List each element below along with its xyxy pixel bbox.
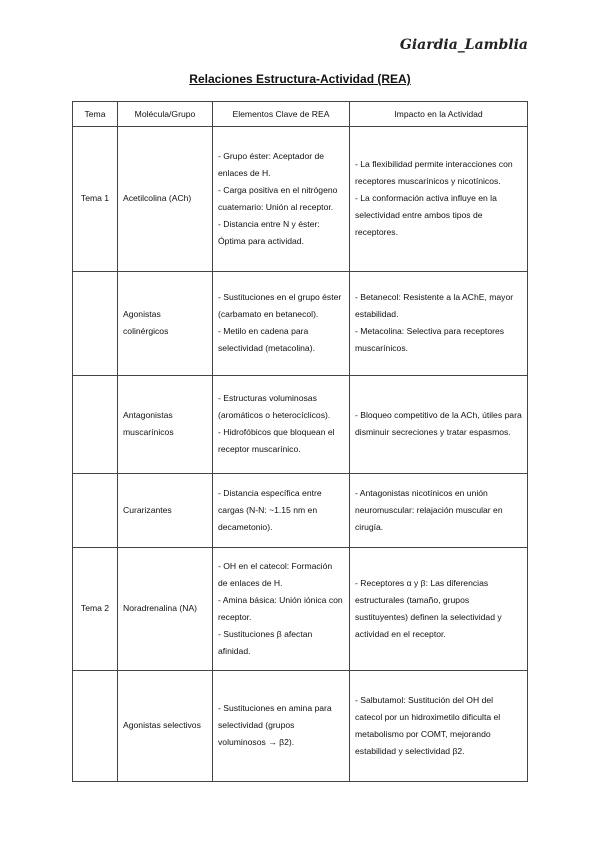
cell-molecula: Agonistas colinérgicos (118, 272, 213, 376)
elemento-item: - Distancia específica entre cargas (N-N: ~1.15 nm en decametonio). (218, 487, 322, 532)
elemento-item: - Estructuras voluminosas (aromáticos o heterocíclicos). (218, 393, 331, 420)
table-row (73, 272, 528, 376)
elemento-item: - Amina básica: Unión iónica con receptor. (218, 594, 343, 622)
column-header-molecula: Molécula/Grupo (118, 102, 213, 127)
impacto-item: - Antagonistas nicotínicos en unión neuromuscular: relajación muscular en cirugía. (355, 487, 503, 532)
elemento-item: - Sustituciones en el grupo éster (carbamato en betanecol). (218, 292, 342, 319)
impacto-item: - Bloqueo competitivo de la ACh, útiles para disminuir secreciones y tratar espasmos. (355, 410, 522, 437)
elemento-item: - Grupo éster: Aceptador de enlaces de H. (218, 150, 325, 178)
column-header-impacto: Impacto en la Actividad (350, 102, 528, 127)
cell-impacto (350, 671, 528, 782)
cell-impacto (350, 548, 528, 671)
impacto-item: - Salbutamol: Sustitución del OH del catecol por un hidroximetilo dificulta el metabolismo por COMT, mejorando estabilidad y selectividad β2. (355, 694, 501, 756)
cell-tema (73, 376, 118, 474)
elemento-item: - Distancia entre N y éster: Óptima para actividad. (218, 218, 320, 246)
cell-impacto (350, 474, 528, 548)
page-title: Relaciones Estructura-Actividad (REA) (189, 72, 411, 86)
cell-elementos (213, 548, 350, 671)
cell-impacto (350, 272, 528, 376)
cell-tema: Tema 1 (73, 127, 118, 272)
impacto-item: - La conformación activa influye en la selectividad entre ambos tipos de receptores. (355, 193, 497, 237)
table-row (73, 474, 528, 548)
impacto-item: - Betanecol: Resistente a la AChE, mayor estabilidad. (355, 292, 514, 319)
table-row (73, 671, 528, 782)
elemento-item: - Sustituciones β afectan afinidad. (218, 628, 313, 656)
elemento-item: - Carga positiva en el nitrógeno cuaternario: Unión al receptor. (218, 184, 338, 212)
cell-impacto (350, 376, 528, 474)
rea-table (72, 101, 528, 782)
column-header-tema: Tema (73, 102, 118, 127)
column-header-elementos: Elementos Clave de REA (213, 102, 350, 127)
cell-impacto (350, 127, 528, 272)
elemento-item: - Hidrofóbicos que bloquean el receptor muscarínico. (218, 427, 335, 454)
cell-molecula: Agonistas selectivos (118, 671, 213, 782)
elemento-item: - Sustituciones en amina para selectividad (grupos voluminosos → β2). (218, 703, 332, 747)
cell-elementos (213, 127, 350, 272)
impacto-item: - La flexibilidad permite interacciones con receptores muscarínicos y nicotínicos. (355, 159, 513, 186)
impacto-item: - Metacolina: Selectiva para receptores muscarínicos. (355, 326, 505, 353)
table-row (73, 127, 528, 272)
cell-elementos (213, 272, 350, 376)
elemento-item: - OH en el catecol: Formación de enlaces de H. (218, 560, 333, 588)
impacto-item: - Receptores α y β: Las diferencias estructurales (tamaño, grupos sustituyentes) definen la selectividad y actividad en el receptor. (355, 577, 502, 639)
cell-molecula: Curarizantes (118, 474, 213, 548)
table-row (73, 548, 528, 671)
cell-tema: Tema 2 (73, 548, 118, 671)
cell-elementos (213, 376, 350, 474)
cell-elementos (213, 671, 350, 782)
table-header-row (73, 102, 528, 127)
cell-elementos (213, 474, 350, 548)
table-row (73, 376, 528, 474)
cell-tema (73, 474, 118, 548)
author-signature: Giardia_Lamblia (399, 37, 528, 53)
cell-tema (73, 671, 118, 782)
cell-molecula: Antagonistas muscarínicos (118, 376, 213, 474)
cell-tema (73, 272, 118, 376)
cell-molecula: Acetilcolina (ACh) (118, 127, 213, 272)
cell-molecula: Noradrenalina (NA) (118, 548, 213, 671)
elemento-item: - Metilo en cadena para selectividad (metacolina). (218, 326, 315, 353)
